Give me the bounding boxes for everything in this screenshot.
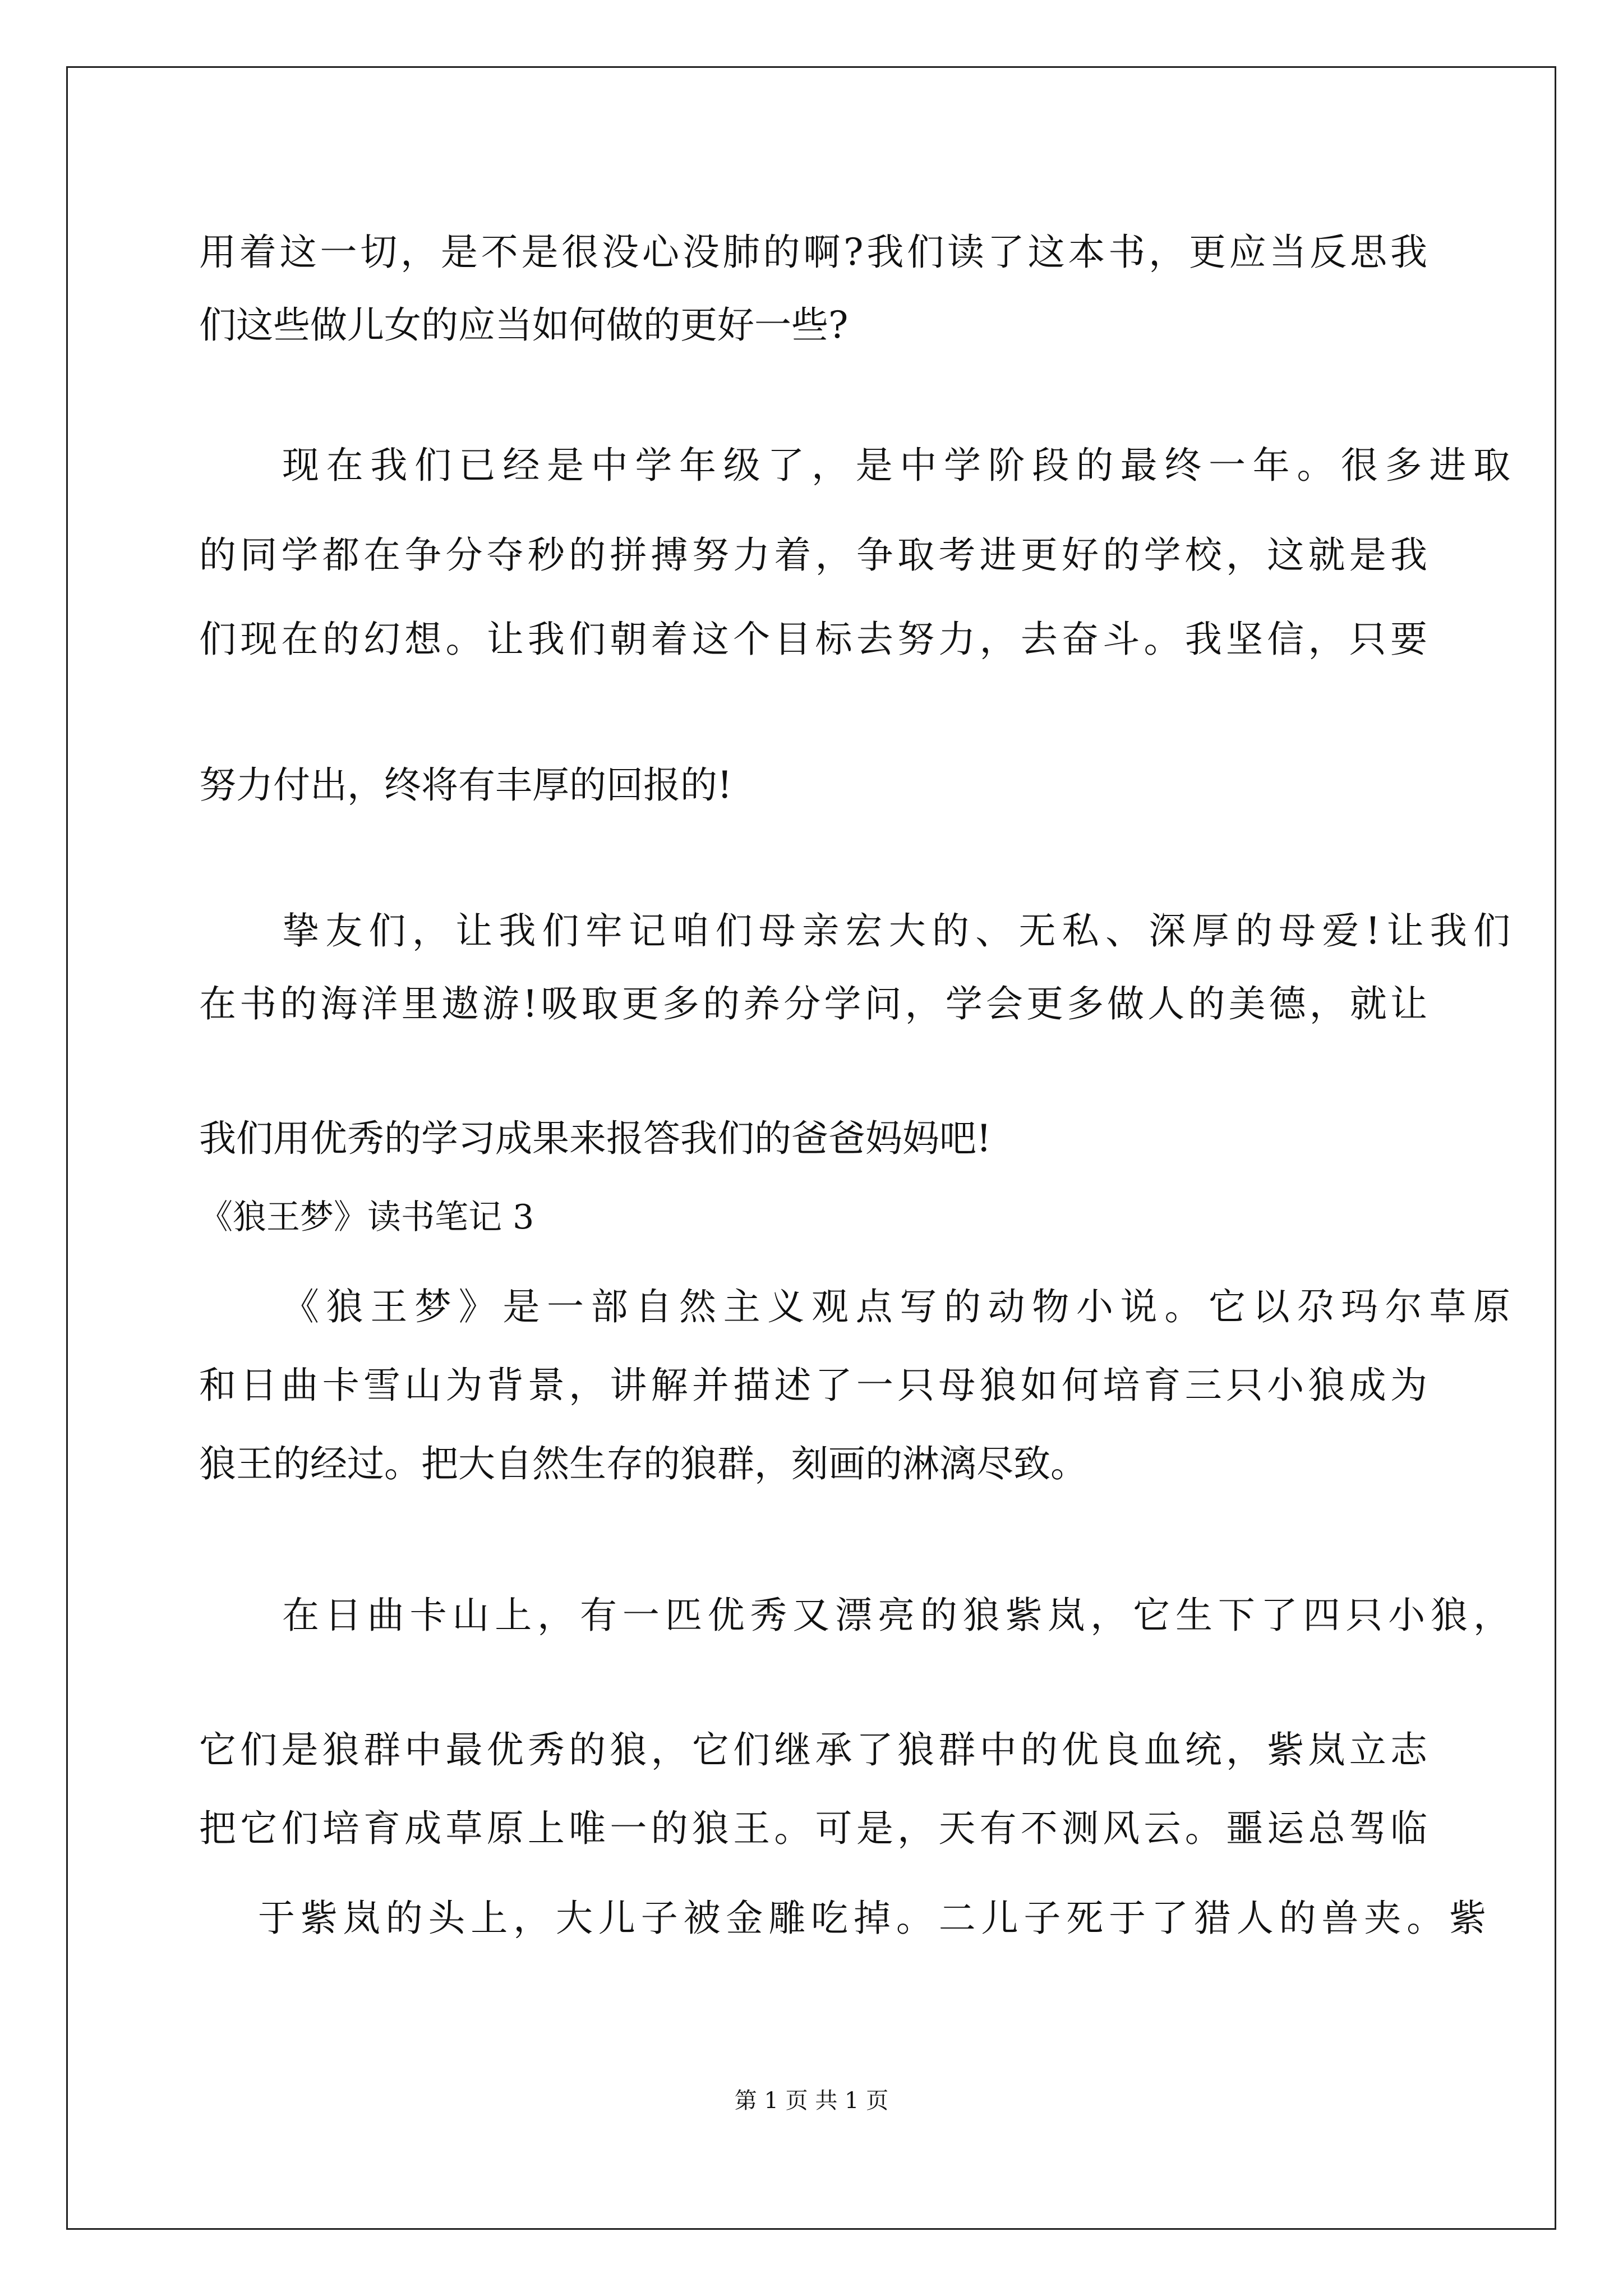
paragraph-line: 在书的海洋里遨游!吸取更多的养分学问，学会更多做人的美德，就让	[199, 982, 1427, 1025]
paragraph-line: 努力付出，终将有丰厚的回报的!	[199, 763, 732, 807]
paragraph-line: 狼王的经过。把大自然生存的狼群，刻画的淋漓尽致。	[199, 1442, 1087, 1485]
paragraph-line: 于紫岚的头上，大儿子被金雕吃掉。二儿子死于了猎人的兽夹。紫	[258, 1897, 1486, 1940]
paragraph-line: 它们是狼群中最优秀的狼，它们继承了狼群中的优良血统，紫岚立志	[199, 1728, 1427, 1772]
paragraph-line: 挚友们，让我们牢记咱们母亲宏大的、无私、深厚的母爱!让我们	[282, 909, 1510, 953]
paragraph-line: 我们用优秀的学习成果来报答我们的爸爸妈妈吧!	[199, 1117, 992, 1160]
paragraph-line: 和日曲卡雪山为背景，讲解并描述了一只母狼如何培育三只小狼成为	[199, 1364, 1427, 1407]
paragraph-line: 的同学都在争分夺秒的拼搏努力着，争取考进更好的学校，这就是我	[199, 533, 1427, 577]
section-heading: 《狼王梦》读书笔记 3	[199, 1198, 534, 1237]
paragraph-line: 在日曲卡山上，有一匹优秀又漂亮的狼紫岚，它生下了四只小狼，	[282, 1594, 1510, 1637]
paragraph-line: 《狼王梦》是一部自然主义观点写的动物小说。它以尕玛尔草原	[282, 1285, 1510, 1328]
paragraph-line: 把它们培育成草原上唯一的狼王。可是，天有不测风云。噩运总驾临	[199, 1807, 1427, 1850]
page-footer: 第 1 页 共 1 页	[734, 2088, 889, 2114]
paragraph-line: 们现在的幻想。让我们朝着这个目标去努力，去奋斗。我坚信，只要	[199, 618, 1427, 661]
paragraph-line: 用着这一切，是不是很没心没肺的啊?我们读了这本书，更应当反思我	[199, 231, 1427, 274]
paragraph-line: 现在我们已经是中学年级了，是中学阶段的最终一年。很多进取	[282, 444, 1510, 487]
paragraph-line: 们这些做儿女的应当如何做的更好一些?	[199, 303, 849, 347]
